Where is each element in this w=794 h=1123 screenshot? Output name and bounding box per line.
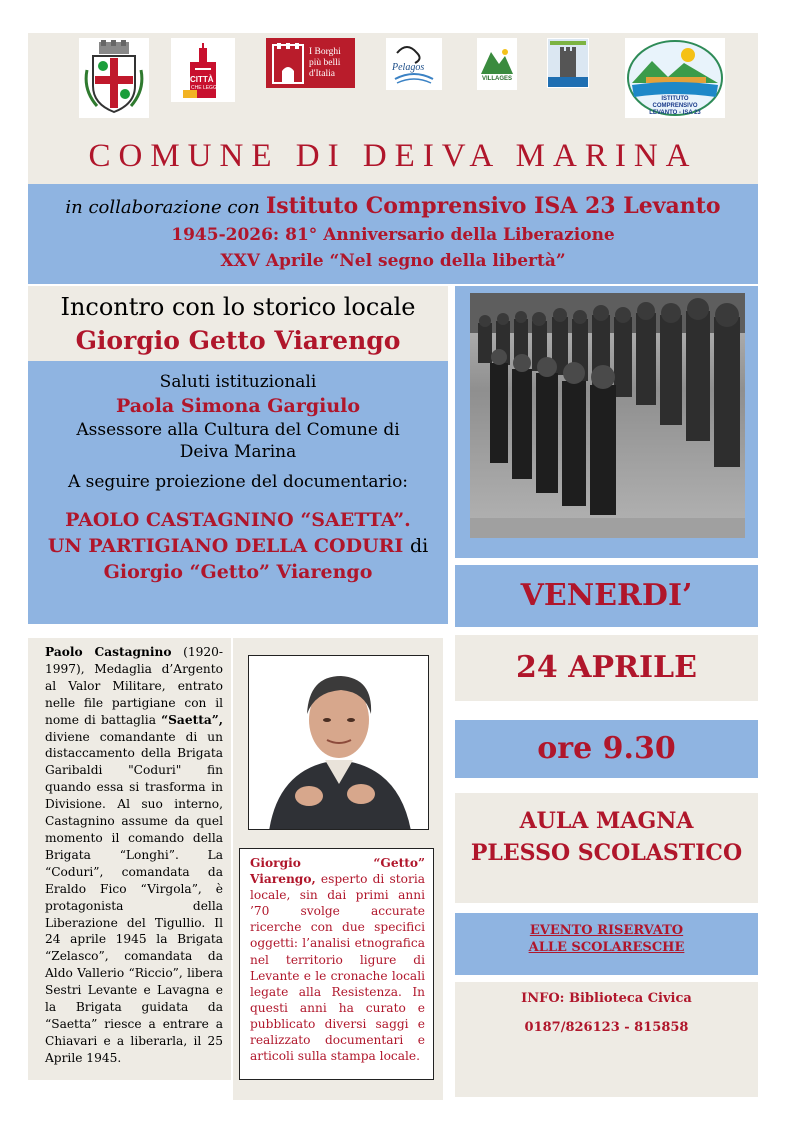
- pelagos-logo-text: Pelagos: [392, 62, 425, 73]
- assessore-name: Paola Simona Gargiulo: [115, 395, 361, 417]
- castagnino-biography: [28, 638, 231, 1080]
- event-day: VENERDI’: [455, 565, 758, 627]
- info-phone: 0187/826123 - 815858: [524, 1020, 689, 1035]
- castle-logo: [547, 38, 589, 88]
- istituto-comprensivo-logo: [625, 38, 725, 118]
- castagnino-name: Paolo Castagnino: [45, 645, 172, 659]
- citta-logo-text: CITTÀ: [190, 75, 214, 84]
- citta-che-legge-logo: [171, 38, 235, 102]
- castagnino-text2: diviene comandante di un distaccamento della Brigata Garibaldi "Coduri" fin quando essa si trasforma in Divisione. Al suo interno, Castagnino assume da quel momento il comando della Brigata “Longhi”. La “Coduri”, comandata da Eraldo Fico “Virgola”, è protagonista della Liberazione del Tigullio. Il 24 aprile 1945 la Brigata “Zelasco”, comandata da Aldo Vallerio “Riccio”, libera Sestri Levante e Lavagna e la Brigata guidata da “Saetta” riesce a entrare a Chiavari e a liberarla, il 25 Aprile 1945.: [45, 729, 223, 1065]
- istituto-logo-text: ISTITUTO COMPRENSIVO LEVANTO - ISA 23: [649, 96, 701, 116]
- documentary-di: di: [409, 535, 429, 557]
- collaboration-school: Istituto Comprensivo ISA 23 Levanto: [265, 193, 721, 219]
- borghi-logo-text: I Borghi più belli d'Italia: [309, 46, 341, 79]
- event-date: 24 APRILE: [455, 635, 758, 701]
- event-place-line1: AULA MAGNA: [519, 808, 694, 834]
- deiva-marina-coat-of-arms-logo: [79, 38, 149, 118]
- reserved-notice: [455, 913, 758, 975]
- page-title: COMUNE DI DEIVA MARINA: [88, 138, 698, 174]
- partisan-march-photo: [470, 293, 745, 538]
- viarengo-biography: [239, 848, 434, 1080]
- incontro-heading: Incontro con lo storico locale: [60, 293, 416, 321]
- reserved-line1: EVENTO RISERVATO: [529, 923, 684, 938]
- documentary-line1: PAOLO CASTAGNINO “SAETTA”.: [65, 509, 411, 531]
- projection-text: A seguire proiezione del documentario:: [67, 472, 409, 492]
- documentary-author: Giorgio “Getto” Viarengo: [103, 561, 373, 583]
- reserved-line2: ALLE SCOLARESCHE: [528, 940, 685, 955]
- anniversary-line: 1945-2026: 81° Anniversario della Liberazione: [171, 225, 615, 245]
- historian-name: Giorgio Getto Viarengo: [75, 326, 401, 355]
- collaboration-line: [28, 192, 758, 222]
- villages-logo: [477, 38, 517, 90]
- citta-logo-subtext: CHE LEGGE: [191, 85, 221, 91]
- motto-line: XXV Aprile “Nel segno della libertà”: [220, 251, 566, 271]
- documentary-line2: [28, 533, 448, 559]
- collaboration-prefix: in collaborazione con: [65, 197, 260, 218]
- documentary-title: [28, 507, 448, 585]
- event-place: [455, 793, 758, 903]
- assessore-role: Assessore alla Cultura del Comune di Deiva Marina: [76, 420, 400, 462]
- incontro-box: [28, 286, 448, 361]
- pelagos-logo: [386, 38, 442, 90]
- collaboration-banner: [28, 184, 758, 284]
- saluti-heading: Saluti istituzionali: [159, 372, 317, 392]
- castagnino-text1: (1920-1997), Medaglia d’Argento al Valor Militare, entrato nelle file partigiane con il nome di battaglia: [45, 645, 223, 727]
- viarengo-text: esperto di storia locale, sin dai primi anni ’70 svolge accurate ricerche con due specifici oggetti: l’analisi etnografica nel territorio ligure di Levante e le cronache locali legate alla Resistenza. In questi anni ha curato e pubblicato diversi saggi e realizzato documentari e articoli sulla stampa locale.: [250, 872, 425, 1064]
- viarengo-portrait: [248, 655, 429, 830]
- castagnino-nickname: “Saetta”,: [161, 712, 223, 727]
- villages-logo-text: VILLAGES: [481, 76, 512, 82]
- borghi-piu-belli-logo: [266, 38, 355, 88]
- event-place-line2: PLESSO SCOLASTICO: [470, 840, 743, 866]
- info-label: INFO: Biblioteca Civica: [521, 991, 692, 1006]
- viarengo-name: Giorgio “Getto” Viarengo,: [250, 856, 425, 887]
- saluti-box: [28, 361, 448, 624]
- documentary-line2-text: UN PARTIGIANO DELLA CODURI: [47, 535, 404, 557]
- event-time: ore 9.30: [455, 720, 758, 778]
- info-box: [455, 982, 758, 1097]
